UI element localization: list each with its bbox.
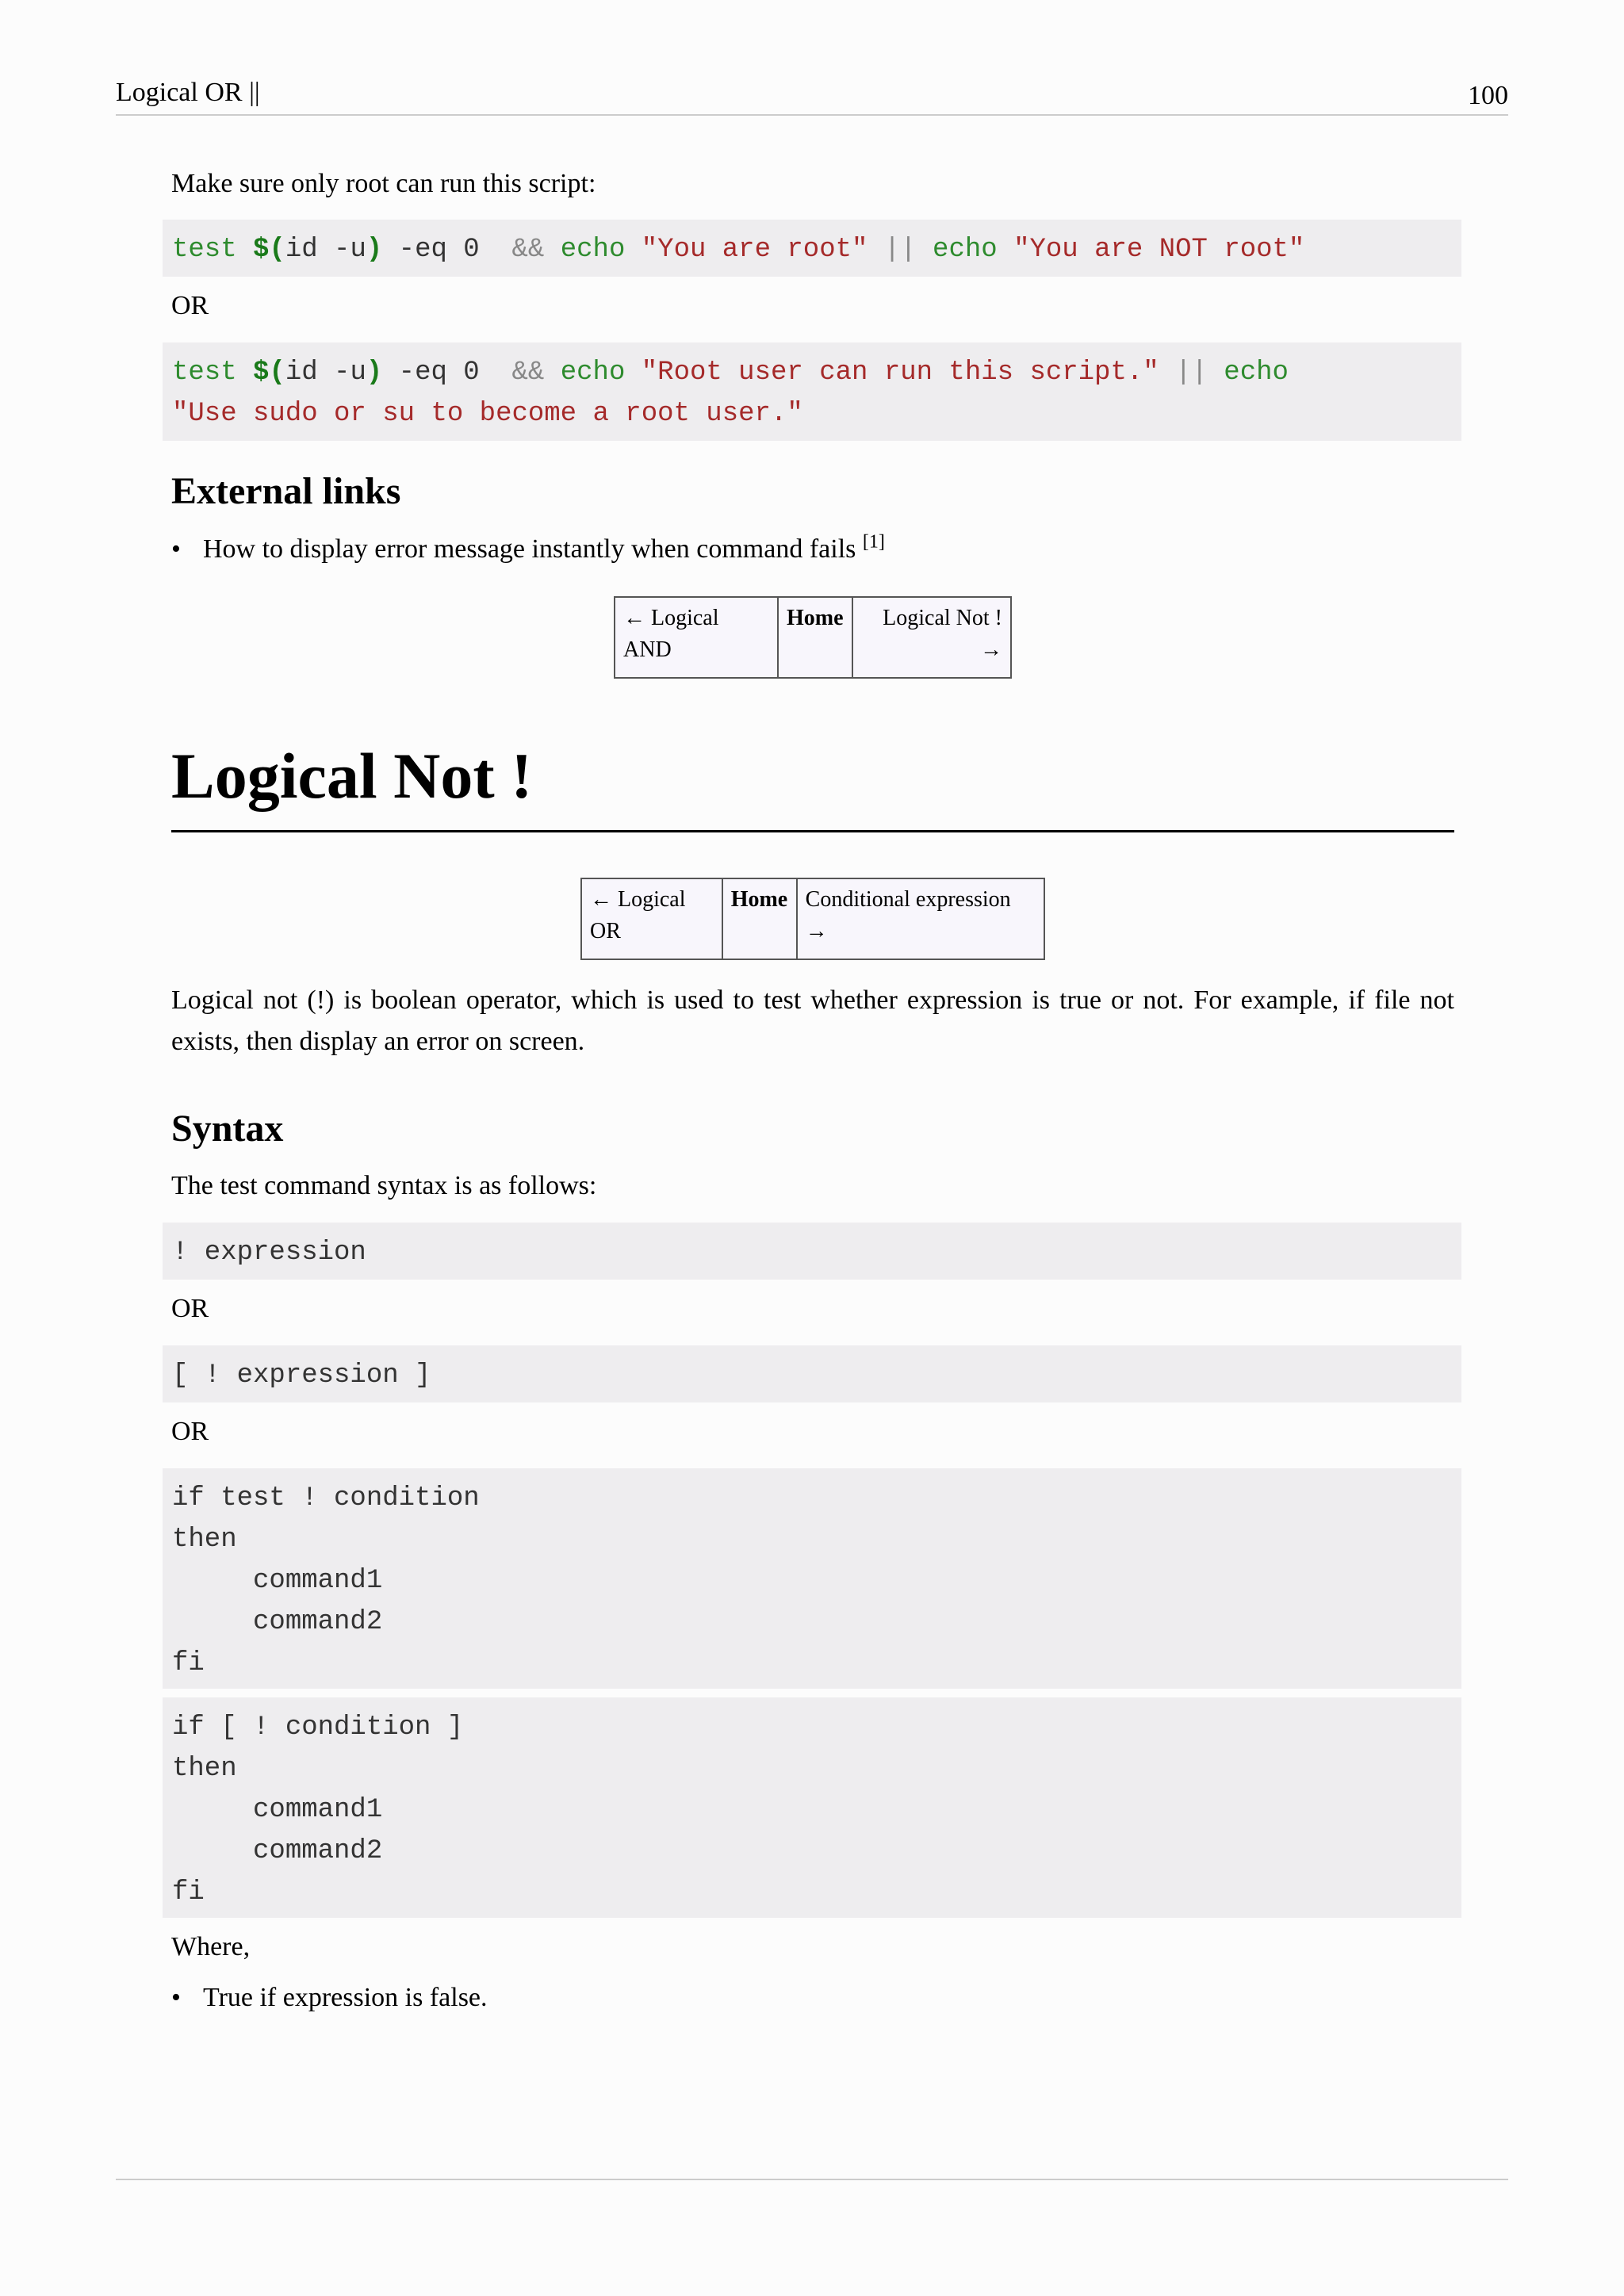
code-block-root-check: test $(id -u) -eq 0 && echo "You are root" || echo "You are NOT root" [163,220,1461,277]
page-title: Logical Not ! [171,740,533,812]
where-bullet-text: True if expression is false. [203,1983,488,2012]
page-number: 100 [1468,81,1508,110]
code-block-root-check-2: test $(id -u) -eq 0 && echo "Root user can run this script." || echo "Use sudo or su to become a root user." [163,342,1461,441]
external-link-item: • How to display error message instantly when command fails [1] [171,531,885,564]
where-label: Where, [171,1932,251,1961]
or-label: OR [171,291,209,320]
code-block-bracket-expression: [ ! expression ] [163,1345,1461,1402]
root-intro-text: Make sure only root can run this script: [171,169,596,198]
syntax-heading: Syntax [171,1108,284,1150]
nav-table-not [580,878,1045,960]
header-rule [116,114,1508,116]
nav-prev-logical-or[interactable]: ← Logical OR [581,878,722,959]
external-links-heading: External links [171,470,401,512]
or-label: OR [171,1294,209,1323]
code-block-if-test: if test ! condition then command1 command2 fi [163,1468,1461,1689]
or-label: OR [171,1417,209,1446]
title-rule [171,830,1454,832]
external-link[interactable]: How to display error message instantly when command fails [203,534,856,564]
running-header-title: Logical OR || [116,78,260,107]
code-block-if-bracket: if [ ! condition ] then command1 command2 fi [163,1697,1461,1918]
footer-rule [116,2179,1508,2180]
code-block-expression: ! expression [163,1223,1461,1280]
where-bullet-item: • True if expression is false. [171,1983,488,2012]
reference-marker[interactable]: [1] [862,531,885,553]
logical-not-description: Logical not (!) is boolean operator, which is used to test whether expression is true or not. For example, if file not exists, then display an error on screen. [171,985,1454,1056]
nav-table-or [614,596,1012,679]
nav-prev-logical-and[interactable]: ← Logical AND [615,597,778,678]
nav-home[interactable]: Home [722,878,797,959]
nav-home[interactable]: Home [778,597,852,678]
nav-next-logical-not[interactable]: Logical Not ! → [852,597,1011,678]
nav-next-conditional-expression[interactable]: Conditional expression → [797,878,1044,959]
syntax-intro: The test command syntax is as follows: [171,1171,597,1200]
